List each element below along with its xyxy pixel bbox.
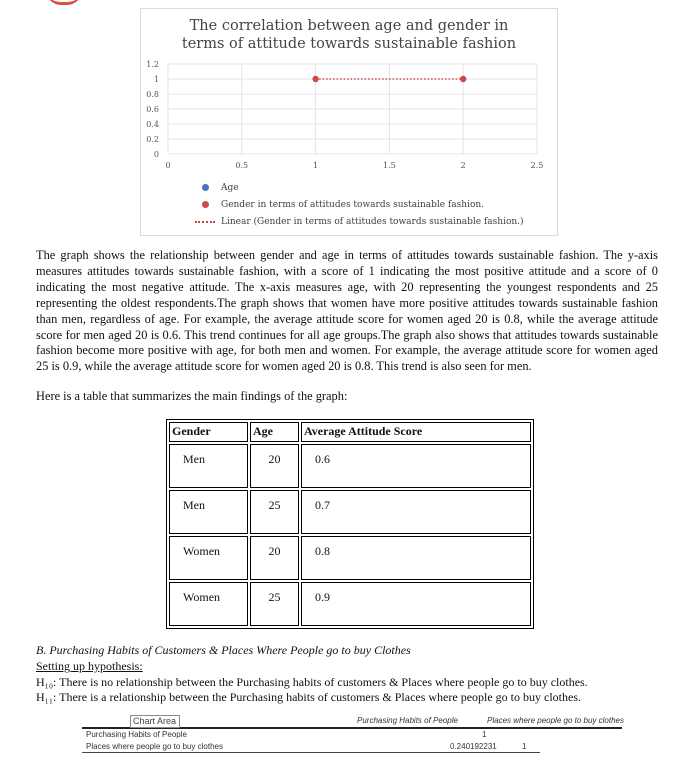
cell-text: 25 bbox=[268, 590, 281, 604]
cell-score bbox=[301, 444, 531, 488]
sheet-row-label-2: Places where people go to buy clothes bbox=[86, 742, 223, 751]
cell-score bbox=[301, 536, 531, 580]
sheet-col-header-1: Purchasing Habits of People bbox=[357, 716, 458, 725]
cell-gender bbox=[169, 582, 248, 626]
x-tick-label: 0 bbox=[165, 161, 171, 170]
y-tick-label: 0 bbox=[153, 150, 159, 159]
y-tick-label: 0.6 bbox=[146, 105, 159, 114]
findings-table-wrapper bbox=[166, 419, 534, 629]
x-tick-label: 1.5 bbox=[383, 161, 396, 170]
legend-label-linear: Linear (Gender in terms of attitudes towards sustainable fashion.) bbox=[221, 216, 524, 227]
chart-area[interactable] bbox=[140, 8, 558, 236]
alternative-hypothesis: H₁₁: There is a relationship between the Purchasing habits of customers & Places where people go to buy clothes. bbox=[36, 690, 582, 704]
null-hypothesis: H₁₀: There is no relationship between the Purchasing habits of customers & Places where people go to buy clothes. bbox=[36, 675, 588, 689]
cell-text: 20 bbox=[268, 452, 281, 466]
chart-title-line1: The correlation between age and gender in bbox=[189, 18, 509, 34]
cell-score bbox=[301, 582, 531, 626]
table-intro: Here is a table that summarizes the main findings of the graph: bbox=[36, 389, 348, 403]
section-b-heading: B. Purchasing Habits of Customers & Places Where People go to buy Clothes bbox=[36, 643, 411, 657]
data-point bbox=[460, 76, 466, 82]
cell-text: 0.9 bbox=[315, 590, 330, 604]
cell-text: 0.7 bbox=[315, 498, 330, 512]
cell-gender bbox=[169, 444, 248, 488]
cell-text: Men bbox=[183, 498, 205, 512]
correlation-spreadsheet bbox=[82, 712, 622, 762]
table-row bbox=[169, 490, 531, 534]
sheet-bottom-rule bbox=[82, 752, 540, 753]
cell-text: Women bbox=[183, 544, 221, 558]
cell-gender bbox=[169, 536, 248, 580]
legend-item-linear bbox=[193, 213, 524, 230]
legend-label-gender: Gender in terms of attitudes towards sustainable fashion. bbox=[221, 199, 485, 210]
cell-text: 0.8 bbox=[315, 544, 330, 558]
table-row bbox=[169, 444, 531, 488]
y-tick-label: 0.2 bbox=[146, 135, 159, 144]
findings-table bbox=[166, 419, 534, 629]
sheet-value: 1 bbox=[482, 730, 487, 739]
cell-text: 20 bbox=[268, 544, 281, 558]
cell-age bbox=[250, 536, 299, 580]
data-point bbox=[312, 76, 318, 82]
x-tick-label: 2 bbox=[460, 161, 466, 170]
legend-item-age bbox=[193, 179, 524, 196]
chart-title-line2: terms of attitude towards sustainable fashion bbox=[181, 36, 517, 52]
cell-text: Men bbox=[183, 452, 205, 466]
header-gender: Gender bbox=[169, 422, 248, 442]
legend-marker-gender bbox=[202, 201, 209, 208]
x-tick-label: 0.5 bbox=[235, 161, 249, 170]
y-tick-label: 1.2 bbox=[146, 60, 159, 69]
cell-text: 0.6 bbox=[315, 452, 330, 466]
y-tick-label: 0.8 bbox=[146, 90, 159, 99]
x-tick-label: 1 bbox=[313, 161, 319, 170]
x-tick-label: 2.5 bbox=[530, 161, 544, 170]
cell-age bbox=[250, 490, 299, 534]
cell-text: 25 bbox=[268, 498, 281, 512]
decorative-arc bbox=[46, 0, 82, 5]
sheet-col-header-2: Places where people go to buy clothes bbox=[487, 716, 624, 725]
legend-marker-age bbox=[202, 184, 209, 191]
analysis-paragraph: The graph shows the relationship between gender and age in terms of attitudes towards sustainable fashion. The y-axis measures attitudes towards sustainable fashion, with a score of 1 indicating the most positive attitude and a score of 0 indicating the most negative attitude. The x-axis measures age, with 20 representing the youngest respondents and 25 representing the oldest respondents.The graph shows that women have more positive attitudes towards sustainable fashion than men, regardless of age. For example, the average attitude score for women aged 20 is 0.8, while the average attitude score for men aged 20 is 0.6. This trend continues for all age groups.The graph also shows that attitudes towards sustainable fashion become more positive with age, for both men and women. For example, the average attitude score for women aged 25 is 0.9, while the average attitude score for women aged 20 is 0.8. This trend is also seen for men. bbox=[36, 248, 658, 374]
chart-legend bbox=[193, 179, 524, 230]
sheet-row-label-1: Purchasing Habits of People bbox=[86, 730, 187, 739]
cell-gender bbox=[169, 490, 248, 534]
setup-hypothesis-label: Setting up hypothesis: bbox=[36, 659, 143, 673]
cell-text: Women bbox=[183, 590, 221, 604]
y-tick-label: 1 bbox=[153, 75, 159, 84]
header-score: Average Attitude Score bbox=[301, 422, 531, 442]
cell-score bbox=[301, 490, 531, 534]
y-tick-label: 0.4 bbox=[146, 120, 159, 129]
table-header-row bbox=[169, 422, 531, 442]
legend-label-age: Age bbox=[221, 182, 239, 193]
header-age: Age bbox=[250, 422, 299, 442]
table-row bbox=[169, 582, 531, 626]
cell-age bbox=[250, 444, 299, 488]
legend-marker-linear bbox=[195, 221, 215, 223]
sheet-value: 1 bbox=[522, 742, 527, 751]
cell-age bbox=[250, 582, 299, 626]
sheet-value: 0.240192231 bbox=[450, 742, 497, 751]
legend-item-gender bbox=[193, 196, 524, 213]
chart-area-tooltip: Chart Area bbox=[130, 715, 180, 728]
table-row bbox=[169, 536, 531, 580]
